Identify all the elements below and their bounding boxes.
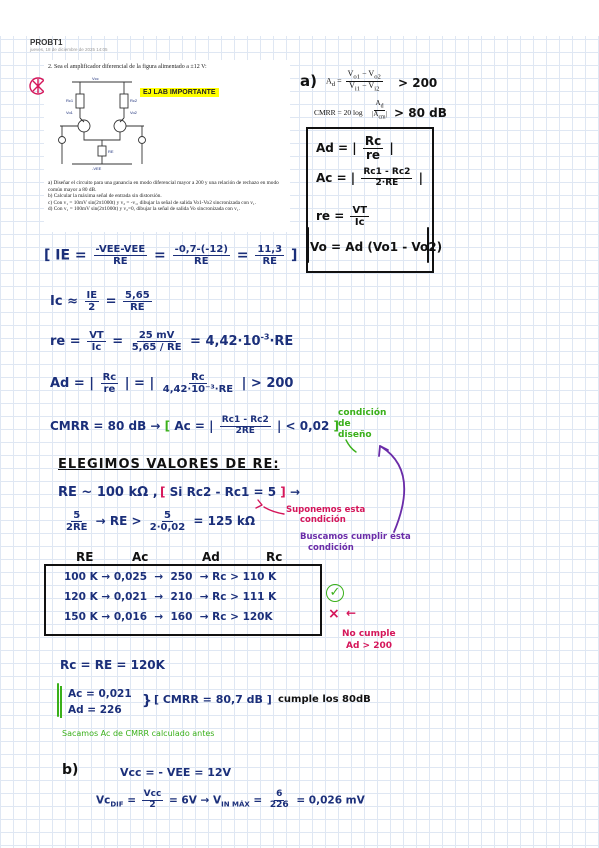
page-date: jueves, 18 de diciembre de 2025 14:05 [30, 47, 108, 52]
re-formula: re = $\frac{VT}{Ic}$ [316, 205, 368, 228]
highlight-important-lab: EJ LAB IMPORTANTE [140, 88, 219, 97]
assume-arrow [264, 507, 284, 514]
problem-questions [48, 180, 286, 213]
part-a-label: a) [300, 72, 317, 90]
vo-formula: Vo = Ad (Vo1 - Vo2) [310, 240, 443, 254]
cmrr-requirement: > 80 dB [394, 106, 447, 120]
question-d: d) Con v₁ = 100mV sin(2π1000t) y v₂=0, dibujar la señal de salida Vo sincronizada con v₁. [48, 206, 240, 212]
ac-ad-result: Ac = 0,021 Ad = 226 [60, 686, 132, 718]
search-arrow [380, 446, 404, 532]
ie-equation: [ IE = $\frac{\text{-VEE-VEE}}{RE}$ = $\frac{-0,7-(-12)}{RE}$ = $\frac{11,3}{RE}$ ] [44, 244, 298, 267]
vcdif-equation: $Vc_{DIF}$ = $\frac{\text{Vcc}}{2}$ = $6V \to V_{IN MÁX}$ = $\frac{6}{226}$ = 0,026 mV [96, 789, 365, 810]
question-c: c) Con v₁ = 10mV sin(2π1000t) y v₂ = -v₁, dibujar la señal de salida Vo1-Vo2 sincronizada con v₁. [48, 199, 257, 206]
table-header-ac: Ac [132, 550, 149, 564]
cross-icon: × [328, 606, 340, 622]
table-header-re: RE [76, 550, 94, 564]
page-title: PROBT1 [30, 38, 63, 47]
table-row: 120 K → 0,021 → 210 → Rc > 111 K [64, 591, 277, 603]
re-choice: RE ~ 100 kΩ , [58, 485, 158, 500]
rc1-label: Rc1 [66, 98, 74, 103]
ad-equation: Ad = | $\frac{Rc}{re}$ | = | $\frac{Rc}{\text{4,42·10⁻³·RE}}$ | > 200 [50, 372, 294, 395]
question-b: b) Calcular la máxima señal de entrada sin distorsión. [48, 193, 162, 199]
vee-label: -VEE [92, 166, 102, 171]
choose-re-title: ELEGIMOS VALORES DE RE: [58, 457, 280, 472]
cmrr-fraction: $\frac{A_d}{|A_{cm}|}$ [372, 99, 387, 121]
re-inequality: $\frac{5}{2RE}$ → RE > $\frac{5}{2\cdot 0,02}$ = 125 kΩ [66, 510, 256, 533]
ad-formula: Ad = | $\frac{Rc}{re}$ | [316, 134, 394, 163]
fail-note: No cumple Ad > 200 [342, 629, 396, 651]
design-condition-note: condición de diseño [338, 408, 387, 440]
right-brace: } [142, 693, 152, 709]
differential-amplifier-schematic [52, 74, 152, 174]
assume-note: Suponemos esta condición [286, 505, 366, 525]
ic-equation: Ic ≈ $\frac{IE}{2}$ = $\frac{5,65}{RE}$ [50, 290, 150, 313]
table-row: 150 K → 0,016 → 160 → Rc > 120K [64, 611, 273, 623]
check-icon: ✓ [326, 584, 344, 602]
rc2-label: Rc2 [130, 98, 138, 103]
problem-statement-title: 2. Sea el amplificador diferencial de la figura alimentado a ±12 V: [48, 64, 207, 70]
table-header-rc: Rc [266, 550, 283, 564]
vcc-equation: Vcc = - VEE = 12V [120, 766, 232, 779]
ad-definition: $A_d$ = $\frac{V_{o1} - V_{o2}}{V_{i1} - V_{i2}}$ [326, 69, 381, 93]
ac-formula: Ac = | $\frac{Rc1 - Rc2}{2\cdot RE}$ | [316, 167, 423, 188]
ac-source-note: Sacamos Ac de CMRR calculado antes [62, 729, 215, 738]
cmrr-equation: CMRR = 80 dB → [ Ac = | $\frac{Rc1 - Rc2}{2RE}$ | < 0,02 ] [50, 415, 340, 436]
search-condition-note: Buscamos cumplir esta condición [300, 532, 411, 553]
assume-bracket: [ Si Rc2 - Rc1 = 5 ] → [160, 485, 300, 499]
table-row: 100 K → 0,025 → 250 → Rc > 110 K [64, 571, 277, 583]
re-label: RE [108, 149, 114, 154]
part-b-label: b) [62, 762, 79, 778]
ad-requirement: > 200 [398, 76, 438, 90]
comply-note: cumple los 80dB [278, 694, 371, 705]
vcc-label: Vcc [92, 76, 99, 81]
design-arrow [346, 440, 356, 452]
vo1-label: Vo1 [66, 110, 73, 115]
rc-re-result: Rc = RE = 120K [60, 658, 165, 672]
table-header-ad: Ad [202, 550, 220, 564]
page-header-band [0, 0, 599, 36]
cmrr-prefix: CMRR = 20 log [314, 108, 363, 117]
pasted-problem-image [44, 60, 290, 232]
question-a: a) Diseñar el circuito para una ganancia en modo diferencial mayor a 200 y una relación de rechazo en modo común mayor a 80 dB. [48, 180, 279, 193]
cmrr-result: [ CMRR = 80,7 dB ] [154, 693, 272, 706]
re-small-equation: re = $\frac{VT}{Ic}$ = $\frac{25 mV}{5,65 / RE}$ = $4,42\cdot 10^{-3}\cdot RE$ [50, 330, 294, 353]
fail-arrow-icon: ← [346, 606, 357, 620]
vo2-label: Vo2 [130, 110, 137, 115]
